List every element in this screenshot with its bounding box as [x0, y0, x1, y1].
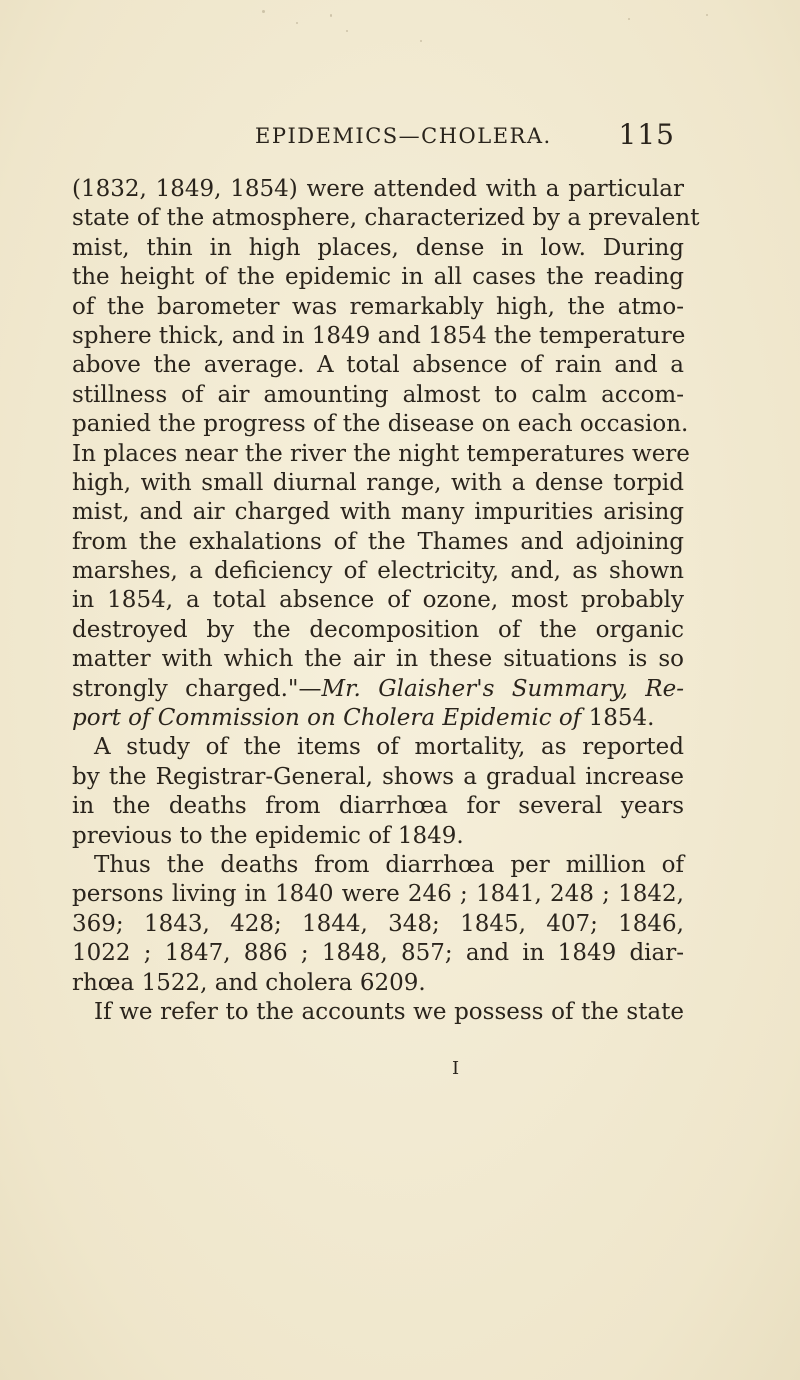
citation-year: 1854. [581, 705, 655, 732]
text-line: of the barometer was remarkably high, the atmo- [72, 293, 684, 320]
text-line: the height of the epidemic in all cases the reading [72, 264, 684, 291]
citation-line [72, 704, 684, 733]
text-line: destroyed by the decomposition of the organic [72, 616, 684, 643]
text-line: 1022 ; 1847, 886 ; 1848, 857; and in 1849 diar- [72, 940, 684, 967]
signature-mark: I [452, 1058, 460, 1079]
citation-quote-end: strongly charged."— [72, 675, 322, 702]
text-line: stillness of air amounting almost to calm accom- [72, 381, 684, 408]
text-line: A study of the items of mortality, as reported [94, 734, 684, 761]
text-line: mist, and air charged with many impurities arising [72, 499, 684, 526]
text-line: from the exhalations of the Thames and adjoining [72, 528, 684, 555]
text-line: mist, thin in high places, dense in low. During [72, 234, 684, 261]
text-line: If we refer to the accounts we possess of the state [94, 998, 684, 1025]
body-text [72, 175, 700, 1027]
text-line: Thus the deaths from diarrhœa per million of [94, 851, 684, 878]
text-line: marshes, a deficiency of electricity, and, as shown [72, 558, 684, 585]
text-line: sphere thick, and in 1849 and 1854 the temperature [72, 322, 686, 349]
paper-speck [628, 18, 630, 20]
paper-speck [296, 22, 298, 24]
text-line: high, with small diurnal range, with a dense torpid [72, 469, 684, 496]
citation-line [72, 675, 684, 704]
paper-speck [706, 14, 708, 16]
paper-speck [346, 30, 348, 32]
page-number: 115 [618, 118, 675, 151]
text-line: persons living in 1840 were 246 ; 1841, 248 ; 1842, [72, 881, 684, 908]
citation-title: port of Commission on Cholera Epidemic of [72, 705, 582, 732]
paper-speck [262, 10, 265, 13]
running-head: EPIDEMICS—CHOLERA. [255, 124, 552, 148]
text-line: matter with which the air in these situations is so [72, 646, 684, 673]
text-line: by the Registrar-General, shows a gradual increase [72, 763, 684, 790]
page-header [255, 118, 675, 158]
text-line: 369; 1843, 428; 1844, 348; 1845, 407; 1846, [72, 910, 684, 937]
text-line: panied the progress of the disease on each occasion. [72, 411, 689, 438]
text-line: In places near the river the night temperatures were [72, 440, 690, 467]
text-line: (1832, 1849, 1854) were attended with a particular [72, 176, 684, 202]
citation-author: Mr. Glaisher's Summary, Re- [321, 675, 684, 702]
text-line: state of the atmosphere, characterized by a prevalent [72, 205, 700, 232]
text-line: in 1854, a total absence of ozone, most probably [72, 587, 684, 614]
paper-speck [330, 14, 332, 17]
text-line: previous to the epidemic of 1849. [72, 822, 464, 849]
text-line: in the deaths from diarrhœa for several years [72, 793, 684, 820]
text-line: rhœa 1522, and cholera 6209. [72, 969, 426, 996]
paper-speck [420, 40, 422, 42]
text-line: above the average. A total absence of rain and a [72, 352, 684, 379]
